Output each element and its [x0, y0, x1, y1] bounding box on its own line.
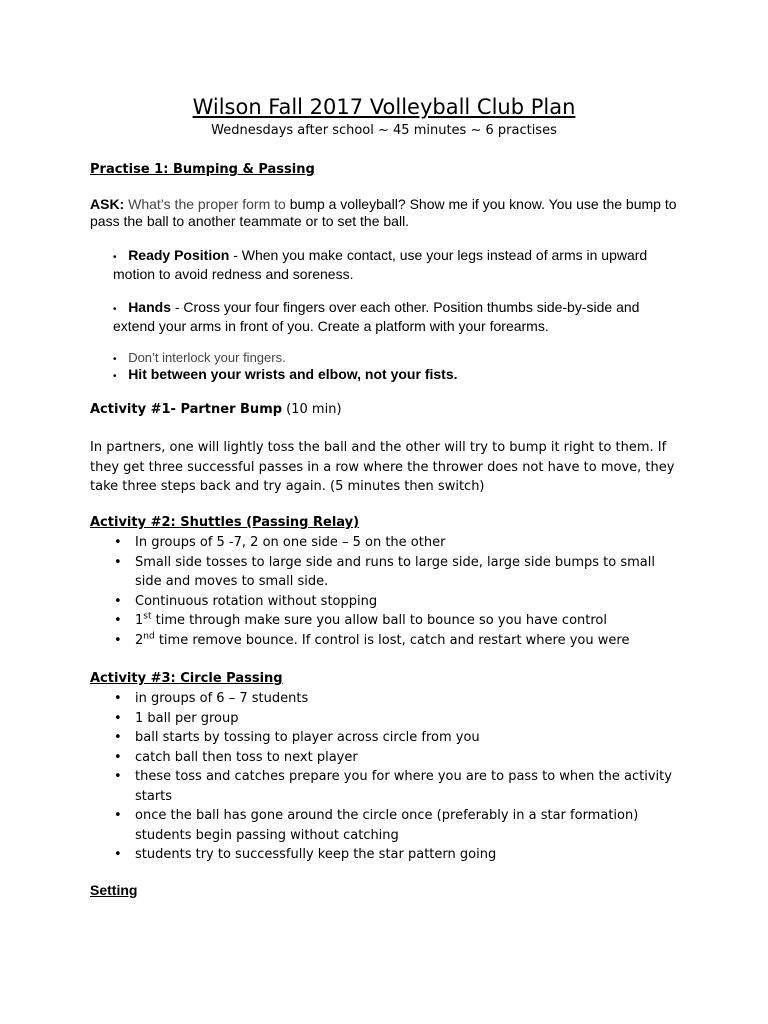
list-item: • in groups of 6 – 7 students — [90, 689, 680, 709]
ready-position-text: - When you make contact, use your legs instead of arms in upward motion to avoid redness and soreness. — [113, 247, 648, 282]
activity-3-heading: Activity #3: Circle Passing — [90, 671, 283, 686]
list-item-text: time remove bounce. If control is lost, catch and restart where you were — [154, 632, 630, 648]
document-title: Wilson Fall 2017 Volleyball Club Plan — [192, 95, 576, 119]
activity-1-heading-line — [90, 400, 690, 420]
practise-1-heading: Practise 1: Bumping & Passing — [90, 162, 315, 177]
list-item — [90, 631, 680, 651]
tip-hit-zone: • Hit between your wrists and elbow, not your fists. — [113, 366, 458, 382]
list-item: • once the ball has gone around the circle once (preferably in a star formation) students begin passing without catching — [90, 806, 680, 845]
activity-1-duration: (10 min) — [282, 402, 342, 417]
ask-label: ASK: — [90, 196, 125, 212]
ask-intro: What’s the proper form to — [128, 196, 286, 212]
activity-2-list — [90, 533, 680, 650]
hands-text: - Cross your four fingers over each other. Position thumbs side-by-side and extend your arms in front of you. Create a platform with your forearms. — [113, 299, 640, 334]
list-item: • 1 ball per group — [90, 709, 680, 729]
activity-1-body: In partners, one will lightly toss the ball and the other will try to bump it right to them. If they get three successful passes in a row where the thrower does not have to move, they take three steps back and try again. (5 minutes then switch) — [90, 440, 675, 494]
setting-heading: Setting — [90, 882, 138, 898]
ordinal-suffix: st — [143, 611, 152, 622]
activity-3-list — [90, 689, 680, 865]
tip-interlock-text: Don’t interlock your fingers. — [128, 350, 286, 365]
list-item: • catch ball then toss to next player — [90, 748, 680, 768]
list-item: • In groups of 5 -7, 2 on one side – 5 on the other — [90, 533, 680, 553]
tip-hit-zone-text: Hit between your wrists and elbow, not your fists. — [128, 366, 458, 382]
list-item: • students try to successfully keep the star pattern going — [90, 845, 680, 865]
ordinal-suffix: nd — [143, 631, 155, 642]
list-item-text: time through make sure you allow ball to bounce so you have control — [151, 613, 607, 628]
ordinal-number: 1 — [135, 613, 144, 628]
list-item: • Continuous rotation without stopping — [90, 592, 680, 612]
activity-2-heading: Activity #2: Shuttles (Passing Relay) — [90, 515, 360, 530]
hands-label: Hands — [128, 299, 171, 315]
list-item — [90, 611, 680, 631]
hands-item: • Hands - Cross your four fingers over each other. Position thumbs side-by-side and extend your arms in front of you. Create a platform with your forearms. — [113, 299, 640, 334]
ready-position-item: • Ready Position - When you make contact, use your legs instead of arms in upward motion to avoid redness and soreness. — [113, 247, 648, 282]
ask-paragraph — [90, 196, 680, 230]
list-item: • Small side tosses to large side and runs to large side, large side bumps to small side and moves to small side. — [90, 553, 680, 592]
activity-1-heading: Activity #1- Partner Bump — [90, 402, 283, 417]
ordinal-number: 2 — [135, 632, 144, 648]
document-subtitle: Wednesdays after school ~ 45 minutes ~ 6 practises — [211, 123, 557, 138]
list-item: • these toss and catches prepare you for where you are to pass to when the activity starts — [90, 767, 680, 806]
list-item: • ball starts by tossing to player across circle from you — [90, 728, 680, 748]
ready-position-label: Ready Position — [128, 247, 230, 263]
ask-text: bump a volleyball? Show me if you know. You use the bump to pass the ball to another teammate or to set the ball. — [90, 196, 677, 229]
tip-interlock: • Don’t interlock your fingers. — [113, 350, 286, 365]
